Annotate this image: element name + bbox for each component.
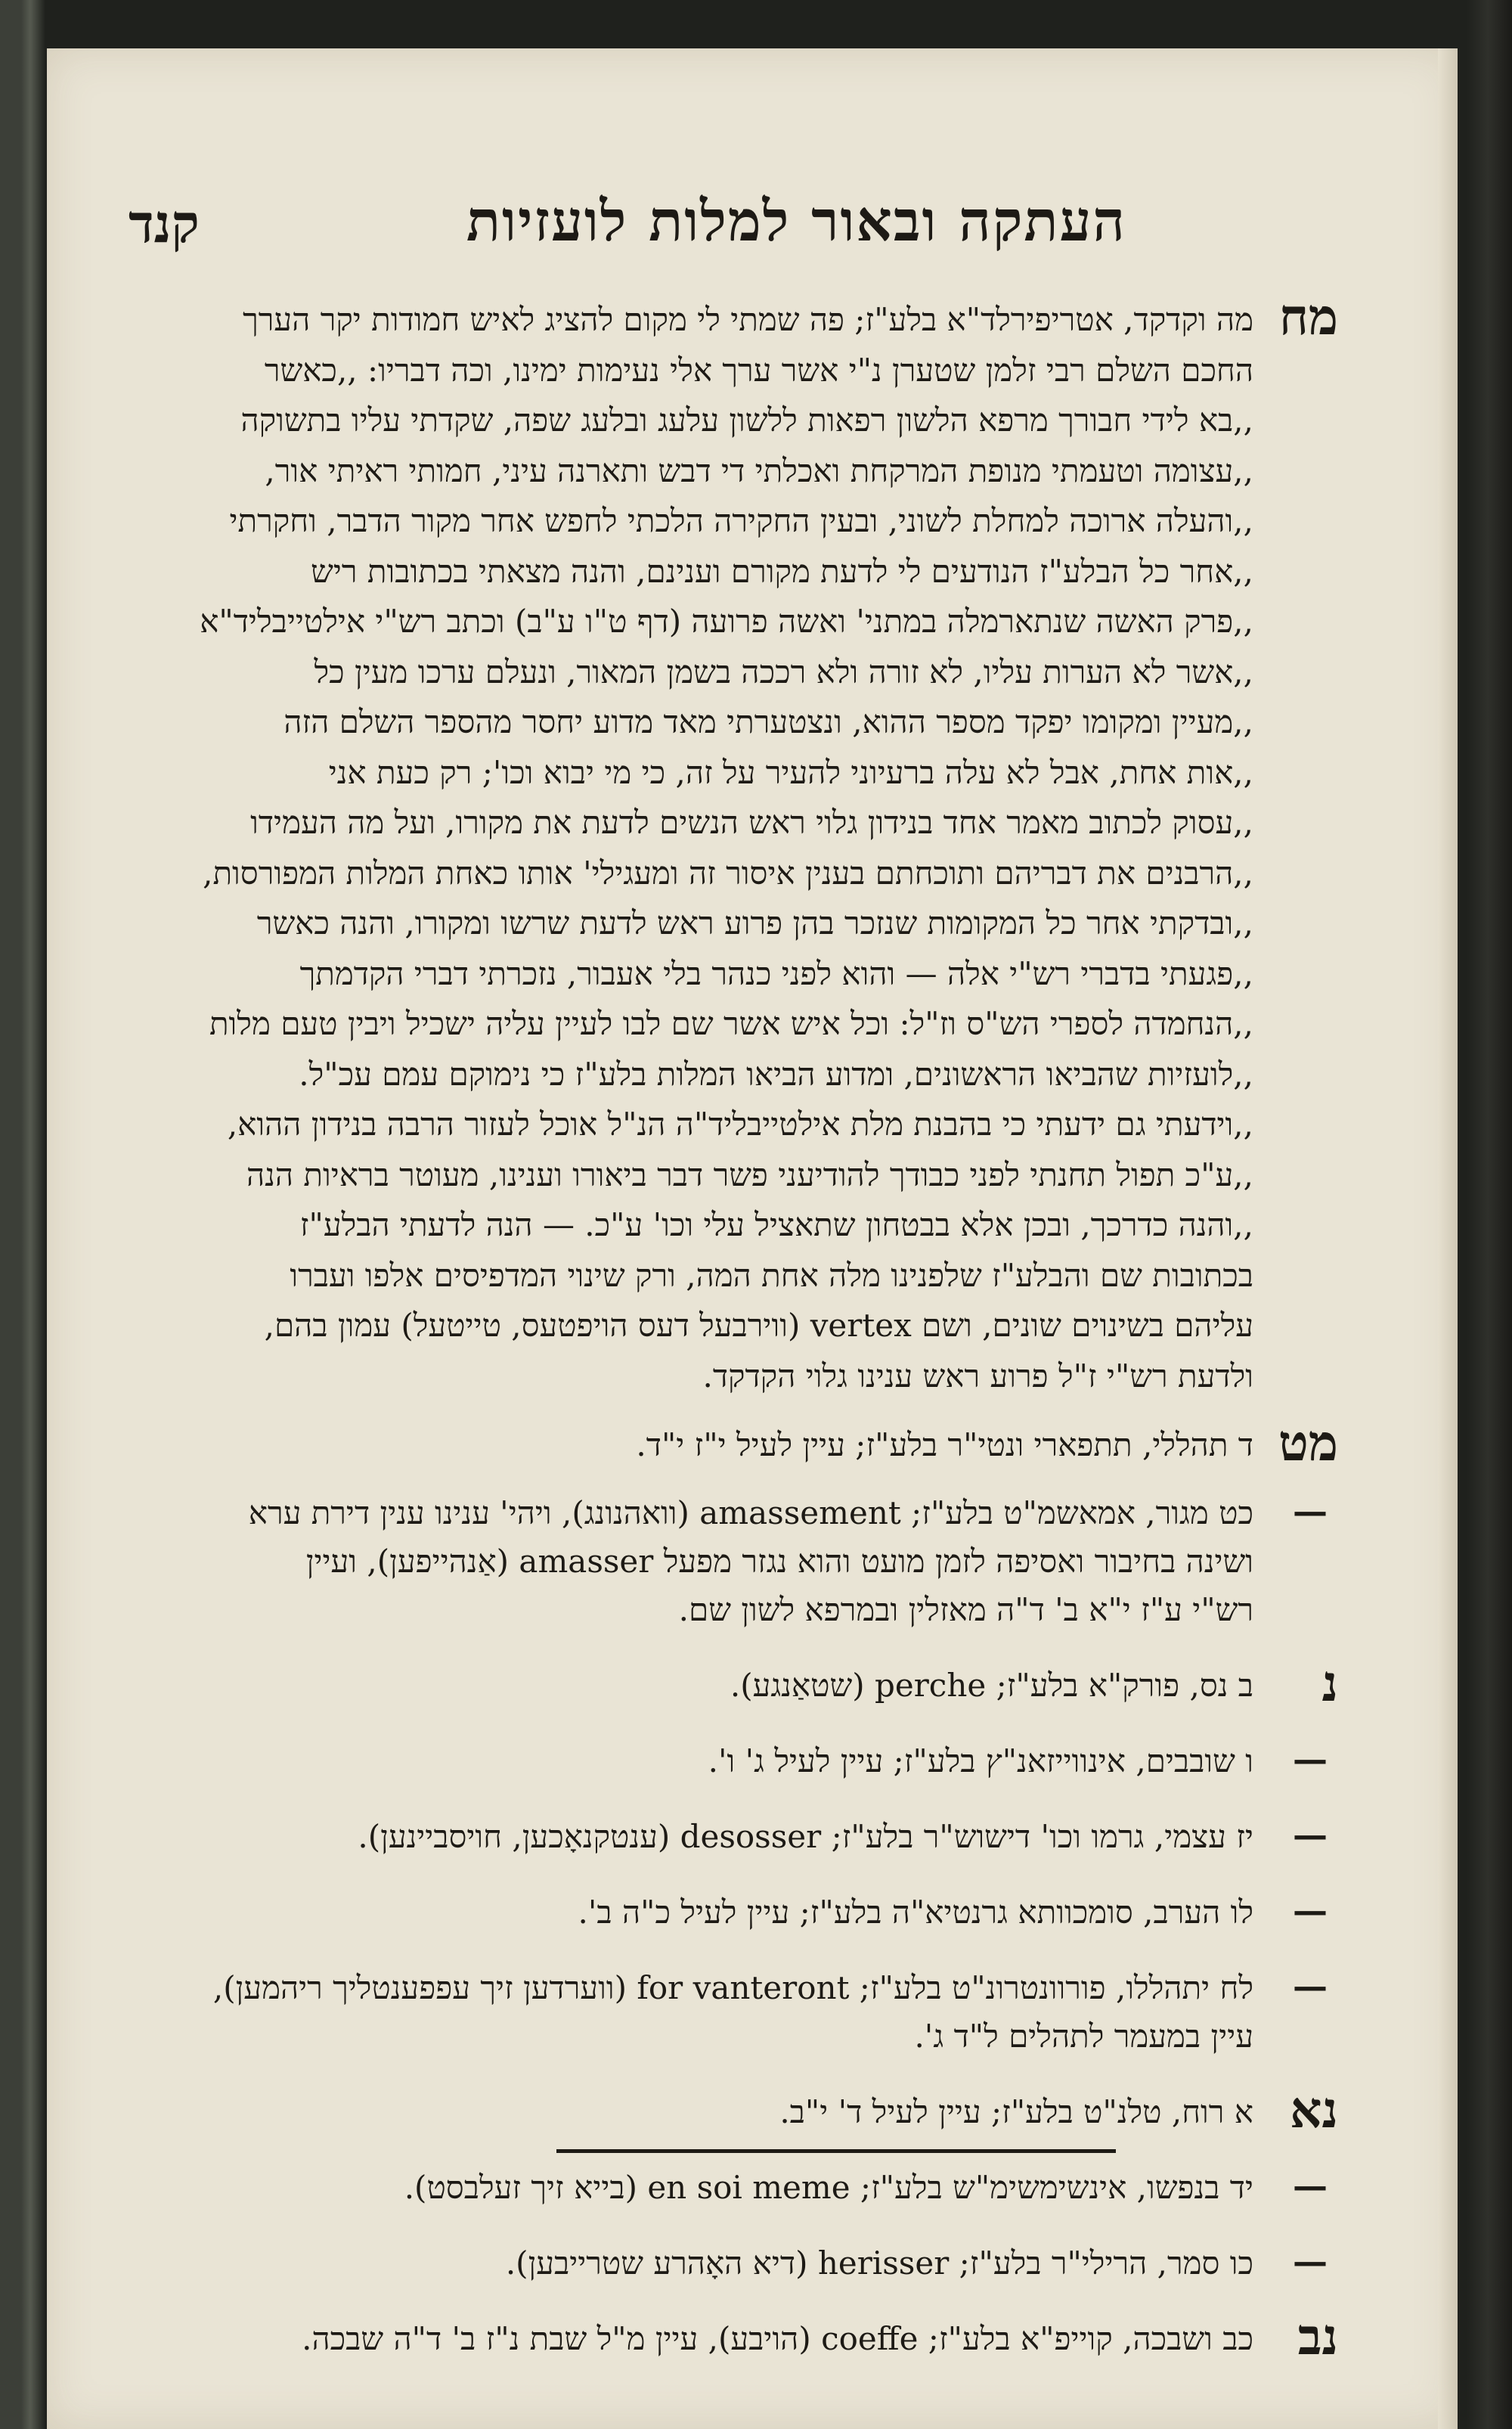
text-line: ,,והעלה ארוכה למחלת לשוני, ובעין החקירה הלכתי לחפש אחר מקור הדבר, וחקרתי bbox=[229, 502, 1253, 539]
text-line: ,,ע"כ תפול תחנתי לפני כבודך להודיעני פשר דבר ביאורו וענינו, מעוטר בראיות הנה bbox=[246, 1156, 1253, 1193]
text-line: מה וקדקד, אטריפירלד"א בלע"ז; פה שמתי לי מקום להציג לאיש חמודות יקר הערך bbox=[243, 301, 1253, 338]
continuation-dash: — bbox=[1293, 1814, 1328, 1855]
continuation-dash: — bbox=[1293, 1739, 1328, 1779]
continuation-dash: — bbox=[1293, 2241, 1328, 2282]
running-header bbox=[129, 189, 1338, 272]
page-title: העתקה ובאור למלות לועזיות bbox=[466, 189, 1126, 254]
text-line: ,,עצומה וטעמתי מנופת המרקחת ואכלתי די דבש ותארנה עיני, חמותי ראיתי אור, bbox=[265, 451, 1253, 489]
text-line: ,,בא לידי חבורך מרפא הלשון רפאות ללשון עלעג ובלעג שפה, שקדתי עליו בתשוקה bbox=[240, 402, 1253, 439]
text-line: ,,וידעתי גם ידעתי כי בהבנת מלת אילטייבליד"ה הנ"ל אוכל לעזור הרבה בנידון ההוא, bbox=[227, 1106, 1253, 1143]
continuation-dash: — bbox=[1293, 1890, 1328, 1931]
text-line: ,,ובדקתי אחר כל המקומות שנזכר בהן פרוע ראש לדעת שרשו ומקורו, והנה כאשר bbox=[256, 904, 1253, 942]
chapter-marker: מט bbox=[1278, 1413, 1338, 1472]
continuation-dash: — bbox=[1293, 1965, 1328, 2006]
text-line: החכם השלם רבי זלמן שטערן נ"י אשר ערך אלי נעימות ימינו, וכה דבריו: ,,כאשר bbox=[264, 351, 1253, 389]
text-line: לו הערב, סומכוותא גרנטיא"ה בלע"ז; עיין לעיל כ"ה ב'. bbox=[578, 1894, 1253, 1931]
entry-continued bbox=[129, 1737, 1338, 1785]
chapter-marker: נא bbox=[1290, 2080, 1338, 2139]
continuation-dash: — bbox=[1293, 2165, 1328, 2206]
text-line: ושינה בחיבור ואסיפה לזמן מועט והוא נגזר מפעל amasser (אַנהייפען), ועיין bbox=[305, 1543, 1253, 1580]
text-line: ,,פרק האשה שנתארמלה במתני' ואשה פרועה (דף ט"ו ע"ב) וכתב רש"י אילטייבליד"א bbox=[200, 603, 1253, 640]
chapter-marker: נב bbox=[1297, 2307, 1338, 2366]
entry-continued bbox=[129, 2164, 1338, 2212]
entry-continued bbox=[129, 2239, 1338, 2288]
text-line: ב נס, פורק"א בלע"ז; perche (שטאַנגע). bbox=[730, 1667, 1253, 1704]
continuation-dash: — bbox=[1293, 1491, 1328, 1531]
entry-continued bbox=[129, 1888, 1338, 1937]
text-line: ולדעת רש"י ז"ל פרוע ראש ענינו גלוי הקדקד. bbox=[702, 1357, 1253, 1394]
closing-rule bbox=[556, 2149, 1116, 2153]
entry-nun-alef bbox=[129, 2080, 1338, 2139]
text-line: כו סמר, הרילי"ר בלע"ז; herisser (דיא האָהרע שטרייבען). bbox=[505, 2244, 1253, 2282]
entry-continued bbox=[129, 1489, 1338, 1634]
chapter-marker: מח bbox=[1278, 287, 1338, 346]
entry-mem-chet bbox=[129, 287, 1338, 1401]
text-line: ,,אשר לא הערות עליו, לא זורה ולא רככה בשמן המאור, ונעלם ערכו מעין כל bbox=[314, 653, 1253, 690]
text-line: עיין במעמר לתהלים ל"ד ג'. bbox=[914, 2018, 1253, 2055]
entry-nun-bet bbox=[129, 2307, 1338, 2366]
text-line: ,,עסוק לכתוב מאמר אחד בנידון גלוי ראש הנשים לדעת את מקורו, ועל מה העמידו bbox=[250, 804, 1253, 841]
text-line: יד בנפשו, אינשימשימ"ש בלע"ז; en soi meme (בייא זיך זעלבסט). bbox=[404, 2169, 1253, 2206]
text-line: ,,אחר כל הבלע"ז הנודעים לי לדעת מקורם וענינם, והנה מצאתי בכתובות ריש bbox=[311, 552, 1253, 590]
text-line: ,,פגעתי בדברי רש"י אלה — והוא לפני כנהר בלי אעבור, נזכרתי דברי הקדמתך bbox=[299, 954, 1253, 992]
text-line: ,,הנחמדה לספרי הש"ס וז"ל: וכל איש אשר שם לבו לעיין עליה ישכיל ויבין טעם מלות bbox=[209, 1005, 1253, 1042]
text-line: רש"י ע"ז י"א ב' ד"ה מאזלין ובמרפא לשון שם. bbox=[678, 1591, 1253, 1628]
text-line: ,,הרבנים את דבריהם ותוכחתם בענין איסור זה ומעגילי' אותו כאחת המלות המפורסות, bbox=[203, 854, 1253, 892]
text-line: עליהם בשינוים שונים, ושם vertex (ווירבעל דעס הויפטעס, טייטעל) עמון בהם, bbox=[264, 1307, 1253, 1344]
text-line: כט מגור, אמאשמ"ט בלע"ז; amassement (וואהנונג), ויהי' ענינו ענין דירת ערא bbox=[248, 1494, 1253, 1531]
text-line: ד תהללי, תתפארי ונטי"ר בלע"ז; עיין לעיל י"ז י"ד. bbox=[636, 1426, 1253, 1463]
entry-continued bbox=[129, 1964, 1338, 2061]
page-text bbox=[129, 189, 1338, 2366]
page-edge bbox=[1438, 48, 1458, 2429]
page-number: קנד bbox=[129, 192, 200, 255]
entry-mem-tet bbox=[129, 1413, 1338, 1472]
entry-nun bbox=[129, 1654, 1338, 1713]
chapter-marker: נ bbox=[1321, 1654, 1338, 1713]
text-line: ,,והנה כדרכך, ובכן אלא בבטחון שתאציל עלי וכו' ע"כ. — הנה לדעתי הבלע"ז bbox=[299, 1206, 1253, 1243]
text-line: ,,מעיין ומקומו יפקד מספר ההוא, ונצטערתי מאד מדוע יחסר מהספר השלם הזה bbox=[284, 703, 1253, 740]
text-line: ,,אות אחת, אבל לא עלה ברעיוני להעיר על זה, כי מי יבוא וכו'; רק כעת אני bbox=[328, 753, 1253, 791]
text-line: ו שובבים, אינווייזאנ"ץ בלע"ז; עיין לעיל ג' ו'. bbox=[708, 1742, 1253, 1779]
text-line: בכתובות שם והבלע"ז שלפנינו מלה אחת המה, ורק שינוי המדפיסים אלפו ועברו bbox=[290, 1256, 1253, 1294]
entry-continued bbox=[129, 1813, 1338, 1861]
text-line: כב ושבכה, קוייפ"א בלע"ז; coeffe (הויבע), עיין מ"ל שבת נ"ז ב' ד"ה שבכה. bbox=[302, 2320, 1253, 2357]
text-line: ,,לועזיות שהביאו הראשונים, ומדוע הביאו המלות בלע"ז כי נימוקם עמם עכ"ל. bbox=[299, 1055, 1253, 1093]
text-line: א רוח, טלנ"ט בלע"ז; עיין לעיל ד' י"ב. bbox=[779, 2093, 1253, 2130]
text-line: יז עצמי, גרמו וכו' דישוש"ר בלע"ז; desosser (ענטקנאָכען, חויסביינען). bbox=[358, 1818, 1253, 1855]
text-line: לח יתהללו, פורוונטרונ"ט בלע"ז; for vanteront (ווערדען זיך עפפענטליך ריהמען), bbox=[212, 1969, 1253, 2006]
